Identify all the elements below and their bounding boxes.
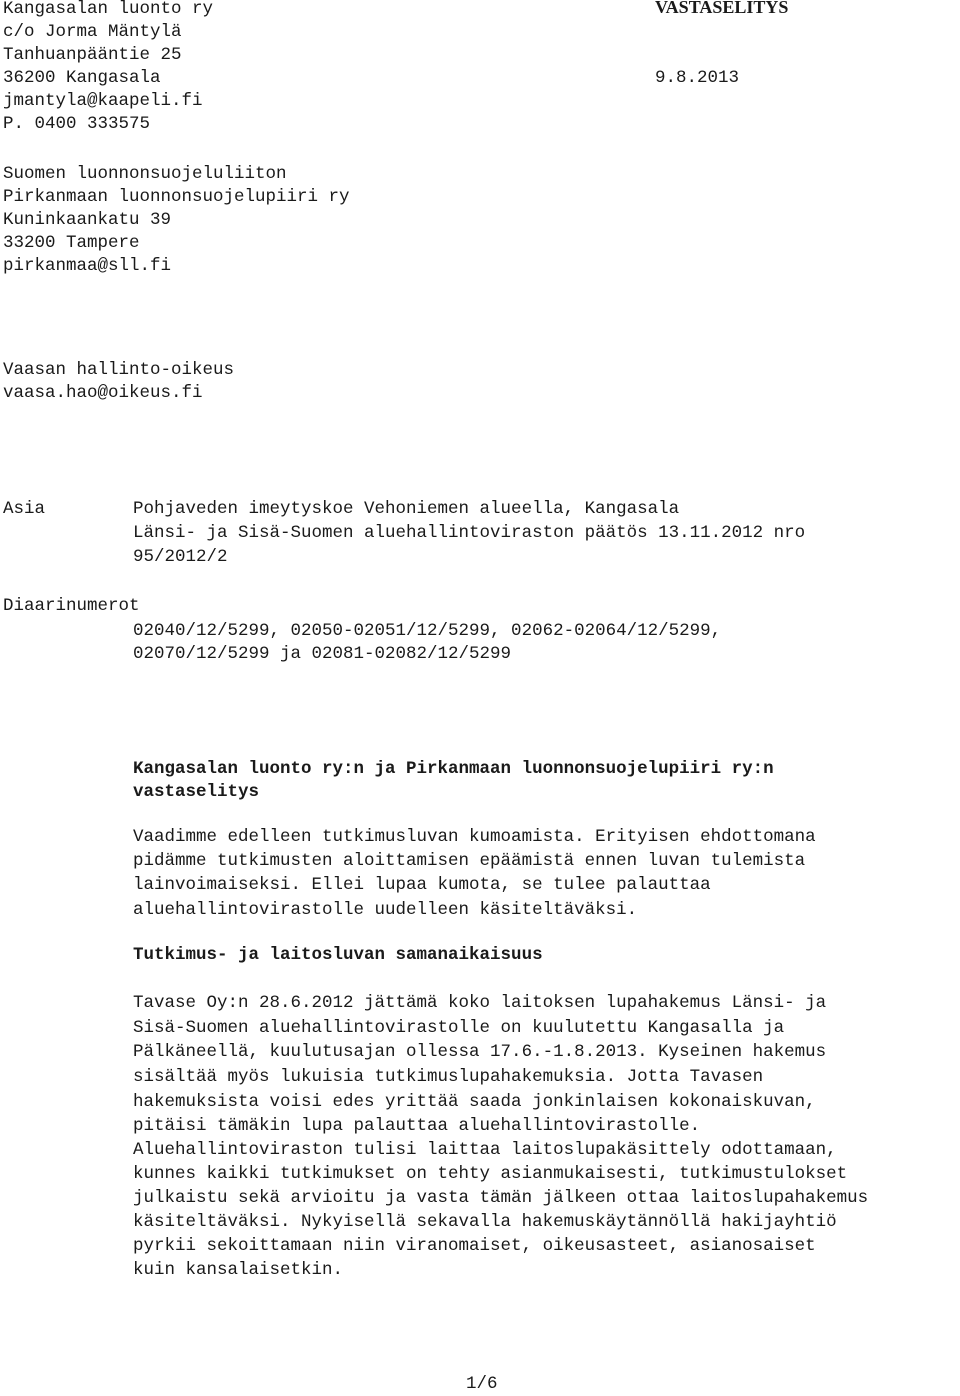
recipient-line: Vaasan hallinto-oikeus bbox=[3, 360, 235, 380]
sender-email: jmantyla@kaapeli.fi bbox=[3, 91, 203, 111]
diary-line: 02040/12/5299, 02050-02051/12/5299, 02062-02064/12/5299, bbox=[133, 621, 722, 641]
recipient-line: Kuninkaankatu 39 bbox=[3, 210, 172, 230]
sender-phone: P. 0400 333575 bbox=[3, 114, 151, 134]
page-number: 1/6 bbox=[466, 1374, 498, 1394]
sender-line: Kangasalan luonto ry bbox=[3, 0, 214, 19]
paragraph-line: Aluehallintoviraston tulisi laittaa laitoslupakäsittely odottamaan, bbox=[133, 1140, 837, 1160]
paragraph-line: sisältää myös lukuisia tutkimuslupahakemuksia. Jotta Tavasen bbox=[133, 1067, 764, 1087]
main-heading-line: vastaselitys bbox=[133, 782, 260, 802]
paragraph-line: kuin kansalaisetkin. bbox=[133, 1260, 344, 1280]
sender-line: c/o Jorma Mäntylä bbox=[3, 22, 182, 42]
diary-label: Diaarinumerot bbox=[3, 596, 140, 616]
paragraph-line: aluehallintovirastolle uudelleen käsiteltäväksi. bbox=[133, 900, 638, 920]
sender-line: Tanhuanpääntie 25 bbox=[3, 45, 182, 65]
paragraph-line: käsiteltäväksi. Nykyisellä sekavalla hakemuskäytännöllä hakijayhtiö bbox=[133, 1212, 837, 1232]
recipient-line: Pirkanmaan luonnonsuojelupiiri ry bbox=[3, 187, 350, 207]
document-date: 9.8.2013 bbox=[655, 68, 740, 88]
paragraph-line: pitäisi tämäkin lupa palauttaa aluehallintovirastolle. bbox=[133, 1116, 701, 1136]
paragraph-line: Pälkäneellä, kuulutusajan ollessa 17.6.-1.8.2013. Kyseinen hakemus bbox=[133, 1042, 827, 1062]
paragraph-line: lainvoimaiseksi. Ellei lupaa kumota, se tulee palauttaa bbox=[133, 875, 711, 895]
paragraph-line: julkaistu sekä arvioitu ja vasta tämän jälkeen ottaa laitoslupahakemus bbox=[133, 1188, 869, 1208]
diary-line: 02070/12/5299 ja 02081-02082/12/5299 bbox=[133, 644, 512, 664]
recipient-line: Suomen luonnonsuojeluliiton bbox=[3, 164, 287, 184]
recipient-email: vaasa.hao@oikeus.fi bbox=[3, 383, 203, 403]
paragraph-line: Vaadimme edelleen tutkimusluvan kumoamista. Erityisen ehdottomana bbox=[133, 827, 816, 847]
recipient-line: 33200 Tampere bbox=[3, 233, 140, 253]
paragraph-line: pidämme tutkimusten aloittamisen epäämistä ennen luvan tulemista bbox=[133, 851, 806, 871]
subject-label: Asia bbox=[3, 499, 46, 519]
paragraph-line: pyrkii sekoittamaan niin viranomaiset, oikeusasteet, asianosaiset bbox=[133, 1236, 816, 1256]
paragraph-line: hakemuksista voisi edes yrittää saada jonkinlaisen kokonaiskuvan, bbox=[133, 1092, 816, 1112]
subject-line: 95/2012/2 bbox=[133, 547, 228, 567]
recipient-email: pirkanmaa@sll.fi bbox=[3, 256, 172, 276]
document-type: VASTASELITYS bbox=[655, 0, 789, 17]
subject-line: Länsi- ja Sisä-Suomen aluehallintoviraston päätös 13.11.2012 nro bbox=[133, 523, 806, 543]
paragraph-line: Tavase Oy:n 28.6.2012 jättämä koko laitoksen lupahakemus Länsi- ja bbox=[133, 993, 827, 1013]
section-heading: Tutkimus- ja laitosluvan samanaikaisuus bbox=[133, 945, 543, 965]
subject-line: Pohjaveden imeytyskoe Vehoniemen alueella, Kangasala bbox=[133, 499, 680, 519]
paragraph-line: kunnes kaikki tutkimukset on tehty asianmukaisesti, tutkimustulokset bbox=[133, 1164, 848, 1184]
main-heading-line: Kangasalan luonto ry:n ja Pirkanmaan luonnonsuojelupiiri ry:n bbox=[133, 759, 774, 779]
sender-line: 36200 Kangasala bbox=[3, 68, 161, 88]
paragraph-line: Sisä-Suomen aluehallintovirastolle on kuulutettu Kangasalla ja bbox=[133, 1018, 785, 1038]
